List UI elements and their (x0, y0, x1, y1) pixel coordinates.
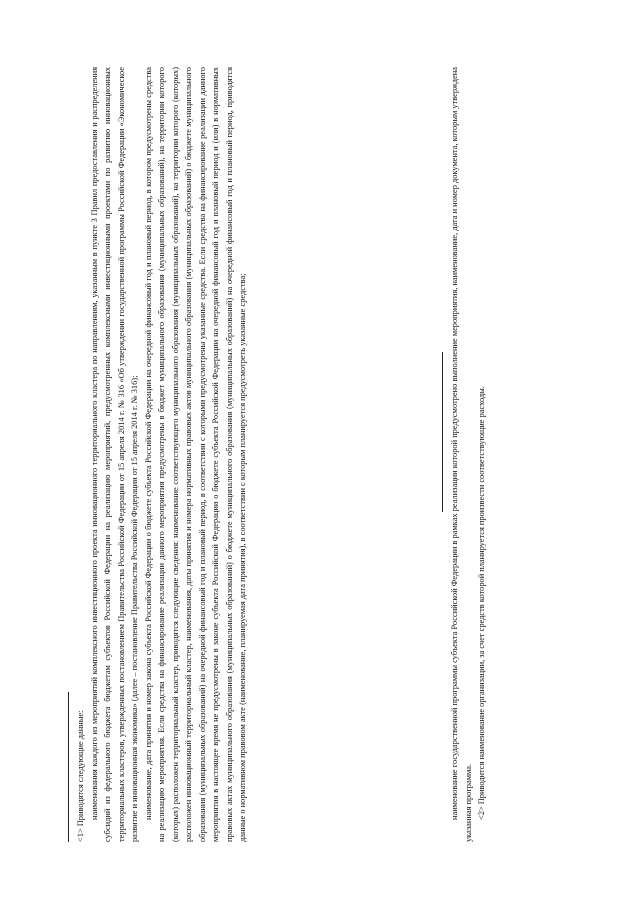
footnote-1-item-2: наименование, дата принятия и номер закона субъекта Российской Федерации о бюджете субъекта Российской Федерации на очередной финансовый год и плановый период, в котором предусмотрены средства на реализацию мероприятия. Если средства на финансирование реализации данного мероприятия предусмотрены в бюджет муниципального образования (муниципальных образований), на территории которого (которых) расположен территориальный кластер, приводятся следующие сведения: наименование соответствующего муниципального образования (муниципальных образований), на территории которого (которых) расположен инновационный территориальный кластер, наименования, даты принятия и номера нормативных правовых актов муниципального образования (муниципальных образований) о бюджете муниципального образования (муниципальных образований) на очередной финансовый год и плановый период, в соответствии с которыми предусмотрены указанные средства. Если средства на финансирование реализации данного мероприятия в настоящее время не предусмотрены в законе субъекта Российской Федерации о бюджете субъекта Российской Федерации на очередной финансовый год и плановый период и (или) в нормативных правовых актах муниципального образования (муниципальных образований) о бюджете муниципального образования (муниципальных образований) на очередной финансовый год и плановый период, приводятся данные о нормативном правовом акте (наименование, планируемая дата принятия), в соответствии с которым планируется предусмотреть указанные средства; (143, 67, 247, 842)
footnote-2: <2> Приводится наименование организации, за счет средств которой планируется произвести соответствующие расходы. (477, 386, 486, 820)
rotated-page (60, 52, 560, 852)
footnote-separator-top (68, 692, 69, 842)
footnote-1-item-3: наименование государственной программы субъекта Российской Федерации в рамках реализации которой предусмотрено выполнение мероприятия, наименование, дата и номер документа, которым утверждена указанная программа. (450, 67, 473, 842)
footnote-block-2 (448, 67, 489, 842)
footnote-separator-middle (442, 352, 443, 512)
footnote-block-1 (74, 67, 250, 842)
footnote-1-heading: <1> Приводятся следующие данные: (76, 710, 85, 842)
footnote-1-item-1: наименования каждого из мероприятий комплексного инвестиционного проекта инновационного территориального кластера по направлениям, указанным в пункте 3 Правил предоставления и распределения субсидий из федерального бюджета бюджетам субъектов Российской Федерации на реализацию мероприятий, предусмотренных комплексными инвестиционными проектами по развитию инновационных территориальных кластеров, утвержденных постановлением Правительства Российской Федерации от 15 апреля 2014 г. № 316 «Об утверждении государственной программы Российской Федерации «Экономическое развитие и инновационная экономика» (далее – постановление Правительства Российской Федерации от 15 апреля 2014 г. № 316); (89, 67, 139, 842)
